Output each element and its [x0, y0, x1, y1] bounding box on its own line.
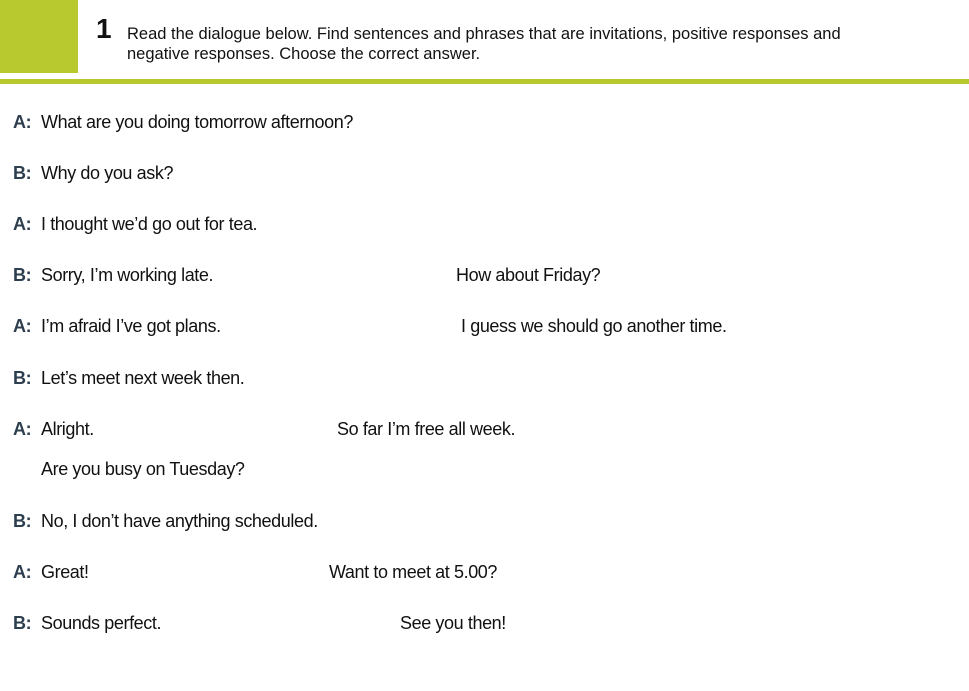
dialogue-line	[0, 161, 969, 185]
dialogue-line	[0, 509, 969, 533]
dialogue-text: Are you busy on Tuesday?	[41, 459, 245, 479]
speaker-label: B:	[13, 511, 32, 531]
speaker-label: A:	[13, 562, 32, 582]
speaker-label: B:	[13, 613, 32, 633]
dialogue-text: Alright.	[41, 419, 94, 439]
dialogue-line	[0, 212, 969, 236]
dialogue-text: No, I don’t have anything scheduled.	[41, 511, 318, 531]
answer-phrase[interactable]: I guess we should go another time.	[461, 316, 727, 336]
dialogue-line	[0, 560, 969, 584]
dialogue-line	[0, 110, 969, 134]
dialogue-text: I’m afraid I’ve got plans.	[41, 316, 221, 336]
speaker-label: A:	[13, 419, 32, 439]
instruction-line-2: negative responses. Choose the correct answer.	[127, 45, 481, 63]
dialogue-line	[0, 417, 969, 441]
answer-phrase[interactable]: How about Friday?	[456, 265, 601, 285]
dialogue-line	[0, 314, 969, 338]
dialogue-text: Great!	[41, 562, 89, 582]
speaker-label: A:	[13, 316, 32, 336]
dialogue-text: What are you doing tomorrow afternoon?	[41, 112, 353, 132]
exercise-number: 1	[96, 13, 112, 44]
dialogue-line	[0, 611, 969, 635]
answer-phrase[interactable]: So far I’m free all week.	[337, 419, 516, 439]
speaker-label: B:	[13, 265, 32, 285]
speaker-label: A:	[13, 112, 32, 132]
dialogue-line	[0, 263, 969, 287]
dialogue-text: Let’s meet next week then.	[41, 368, 245, 388]
dialogue-line	[0, 457, 969, 481]
dialogue-text: I thought we’d go out for tea.	[41, 214, 258, 234]
dialogue-text: Sorry, I’m working late.	[41, 265, 214, 285]
speaker-label: A:	[13, 214, 32, 234]
dialogue-line	[0, 366, 969, 390]
answer-phrase[interactable]: Want to meet at 5.00?	[329, 562, 498, 582]
answer-phrase[interactable]: See you then!	[400, 613, 506, 633]
speaker-label: B:	[13, 368, 32, 388]
instruction-line-1: Read the dialogue below. Find sentences and phrases that are invitations, positive responses and	[127, 25, 841, 43]
dialogue-text: Why do you ask?	[41, 163, 174, 183]
dialogue-text: Sounds perfect.	[41, 613, 162, 633]
speaker-label: B:	[13, 163, 32, 183]
